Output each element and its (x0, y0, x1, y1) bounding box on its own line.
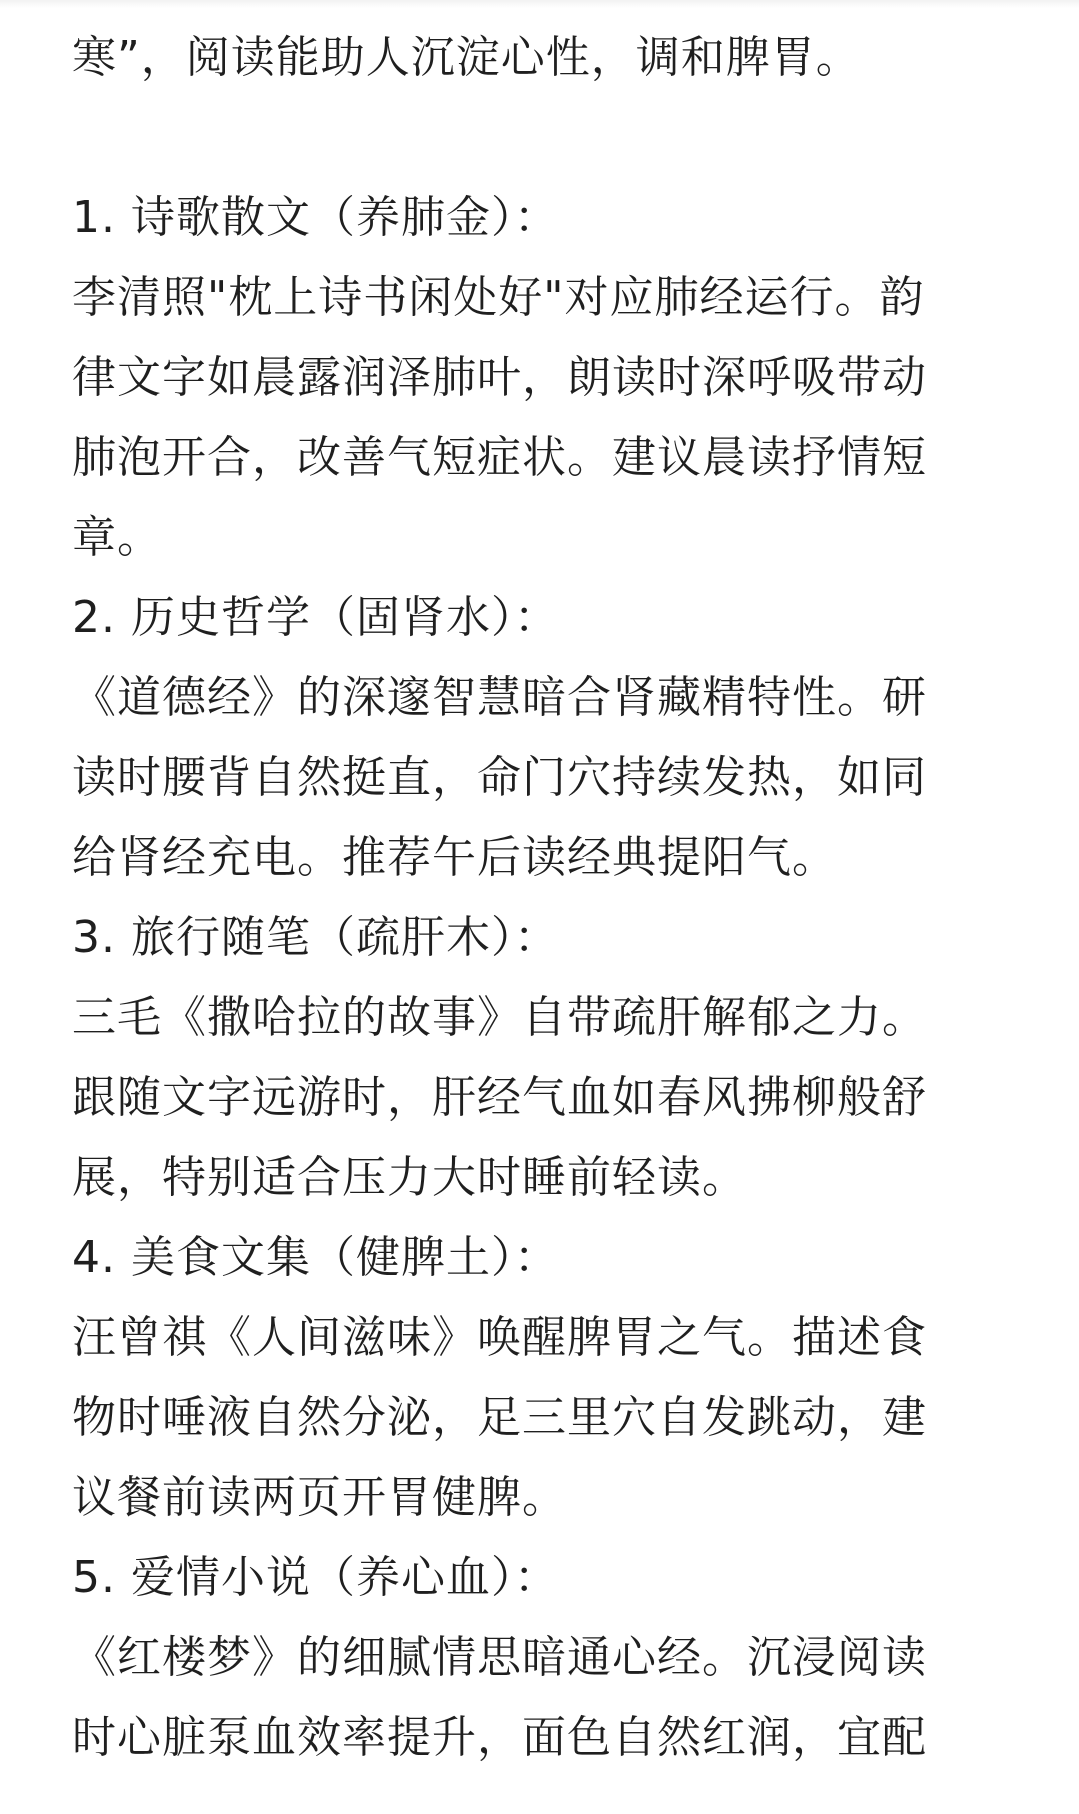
section-line: 时心脏泵血效率提升，面色自然红润，宜配 (72, 1712, 927, 1763)
section-history (72, 578, 1012, 898)
section-travel (72, 898, 1012, 1218)
section-heading: 5. 爱情小说（养心血）： (72, 1552, 559, 1603)
section-heading: 2. 历史哲学（固肾水）： (72, 592, 559, 643)
section-line: 肺泡开合，改善气短症状。建议晨读抒情短 (72, 432, 927, 483)
section-line: 《红楼梦》的细腻情思暗通心经。沉浸阅读 (72, 1632, 927, 1683)
section-line: 三毛《撒哈拉的故事》自带疏肝解郁之力。 (72, 992, 927, 1043)
top-edge-divider (0, 0, 1079, 8)
section-line: 李清照"枕上诗书闲处好"对应肺经运行。韵 (72, 272, 925, 323)
article-body (72, 18, 1012, 1778)
section-line: 读时腰背自然挺直，命门穴持续发热，如同 (72, 752, 927, 803)
section-food (72, 1218, 1012, 1538)
section-poetry (72, 178, 1012, 578)
intro-tail-text: 寒”，阅读能助人沉淀心性，调和脾胃。 (72, 32, 861, 83)
section-line: 给肾经充电。推荐午后读经典提阳气。 (72, 832, 837, 883)
section-line: 议餐前读两页开胃健脾。 (72, 1472, 567, 1523)
section-romance (72, 1538, 1012, 1778)
section-line: 展，特别适合压力大时睡前轻读。 (72, 1152, 747, 1203)
paragraph-gap (72, 98, 1012, 178)
section-line: 物时唾液自然分泌，足三里穴自发跳动，建 (72, 1392, 927, 1443)
section-line: 章。 (72, 512, 162, 563)
section-line: 跟随文字远游时，肝经气血如春风拂柳般舒 (72, 1072, 927, 1123)
section-heading: 3. 旅行随笔（疏肝木）： (72, 912, 559, 963)
section-heading: 4. 美食文集（健脾土）： (72, 1232, 559, 1283)
section-heading: 1. 诗歌散文（养肺金）： (72, 192, 559, 243)
section-line: 《道德经》的深邃智慧暗合肾藏精特性。研 (72, 672, 927, 723)
section-line: 汪曾祺《人间滋味》唤醒脾胃之气。描述食 (72, 1312, 927, 1363)
section-line: 律文字如晨露润泽肺叶，朗读时深呼吸带动 (72, 352, 927, 403)
